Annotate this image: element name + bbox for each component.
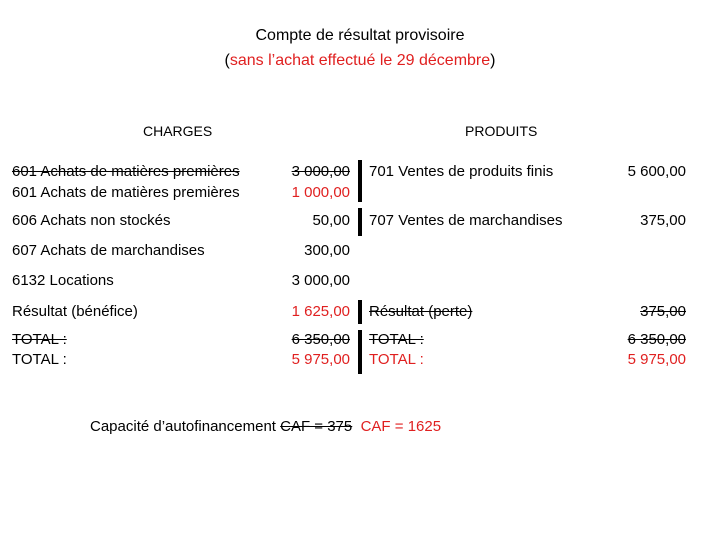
produit-707-value: 375,00 [640, 212, 686, 229]
charge-total-new-label: TOTAL : [12, 351, 67, 368]
charge-6132-label: 6132 Locations [12, 272, 114, 289]
title-line-1: Compte de résultat provisoire [255, 27, 465, 44]
charge-607-label: 607 Achats de marchandises [12, 242, 205, 259]
produit-total-old-label: TOTAL : [369, 331, 424, 348]
produit-total-new-value: 5 975,00 [627, 351, 686, 368]
caf-new-value: CAF = 1625 [360, 418, 442, 435]
produits-header: PRODUITS [465, 123, 538, 139]
title-line-2 [0, 52, 720, 70]
produit-result-label: Résultat (perte) [369, 303, 473, 320]
divider-top [358, 160, 362, 202]
produit-total-old-value: 6 350,00 [627, 331, 686, 348]
caf-old-value: CAF = 375 [280, 418, 353, 435]
charge-601-old-value: 3 000,00 [291, 163, 350, 180]
produit-701-label: 701 Ventes de produits finis [369, 163, 554, 180]
charge-total-old-label: TOTAL : [12, 331, 67, 348]
divider-total [358, 330, 362, 374]
produit-result-value: 375,00 [640, 303, 686, 320]
charge-result-value: 1 625,00 [291, 303, 350, 320]
charge-6132-value: 3 000,00 [291, 272, 350, 289]
title-subtitle-red: sans l’achat effectué le 29 décembre [229, 52, 491, 69]
charge-607-value: 300,00 [304, 242, 350, 259]
produit-701-value: 5 600,00 [627, 163, 686, 180]
charge-601-new-value: 1 000,00 [291, 184, 350, 201]
caf-line [90, 418, 441, 435]
charge-total-old-value: 6 350,00 [291, 331, 350, 348]
charge-601-new-label: 601 Achats de matières premières [12, 184, 240, 201]
title-paren-close: ) [490, 52, 496, 69]
divider-row-606 [358, 208, 362, 236]
produit-707-label: 707 Ventes de marchandises [369, 212, 563, 229]
divider-result [358, 300, 362, 324]
caf-label: Capacité d’autofinancement [90, 418, 281, 435]
charge-result-label: Résultat (bénéfice) [12, 303, 138, 320]
charge-606-value: 50,00 [312, 212, 350, 229]
charge-601-old-label: 601 Achats de matières premières [12, 163, 240, 180]
charge-total-new-value: 5 975,00 [291, 351, 350, 368]
charges-header: CHARGES [143, 123, 213, 139]
charge-606-label: 606 Achats non stockés [12, 212, 171, 229]
produit-total-new-label: TOTAL : [369, 351, 424, 368]
title-paren-open: ( [224, 52, 230, 69]
